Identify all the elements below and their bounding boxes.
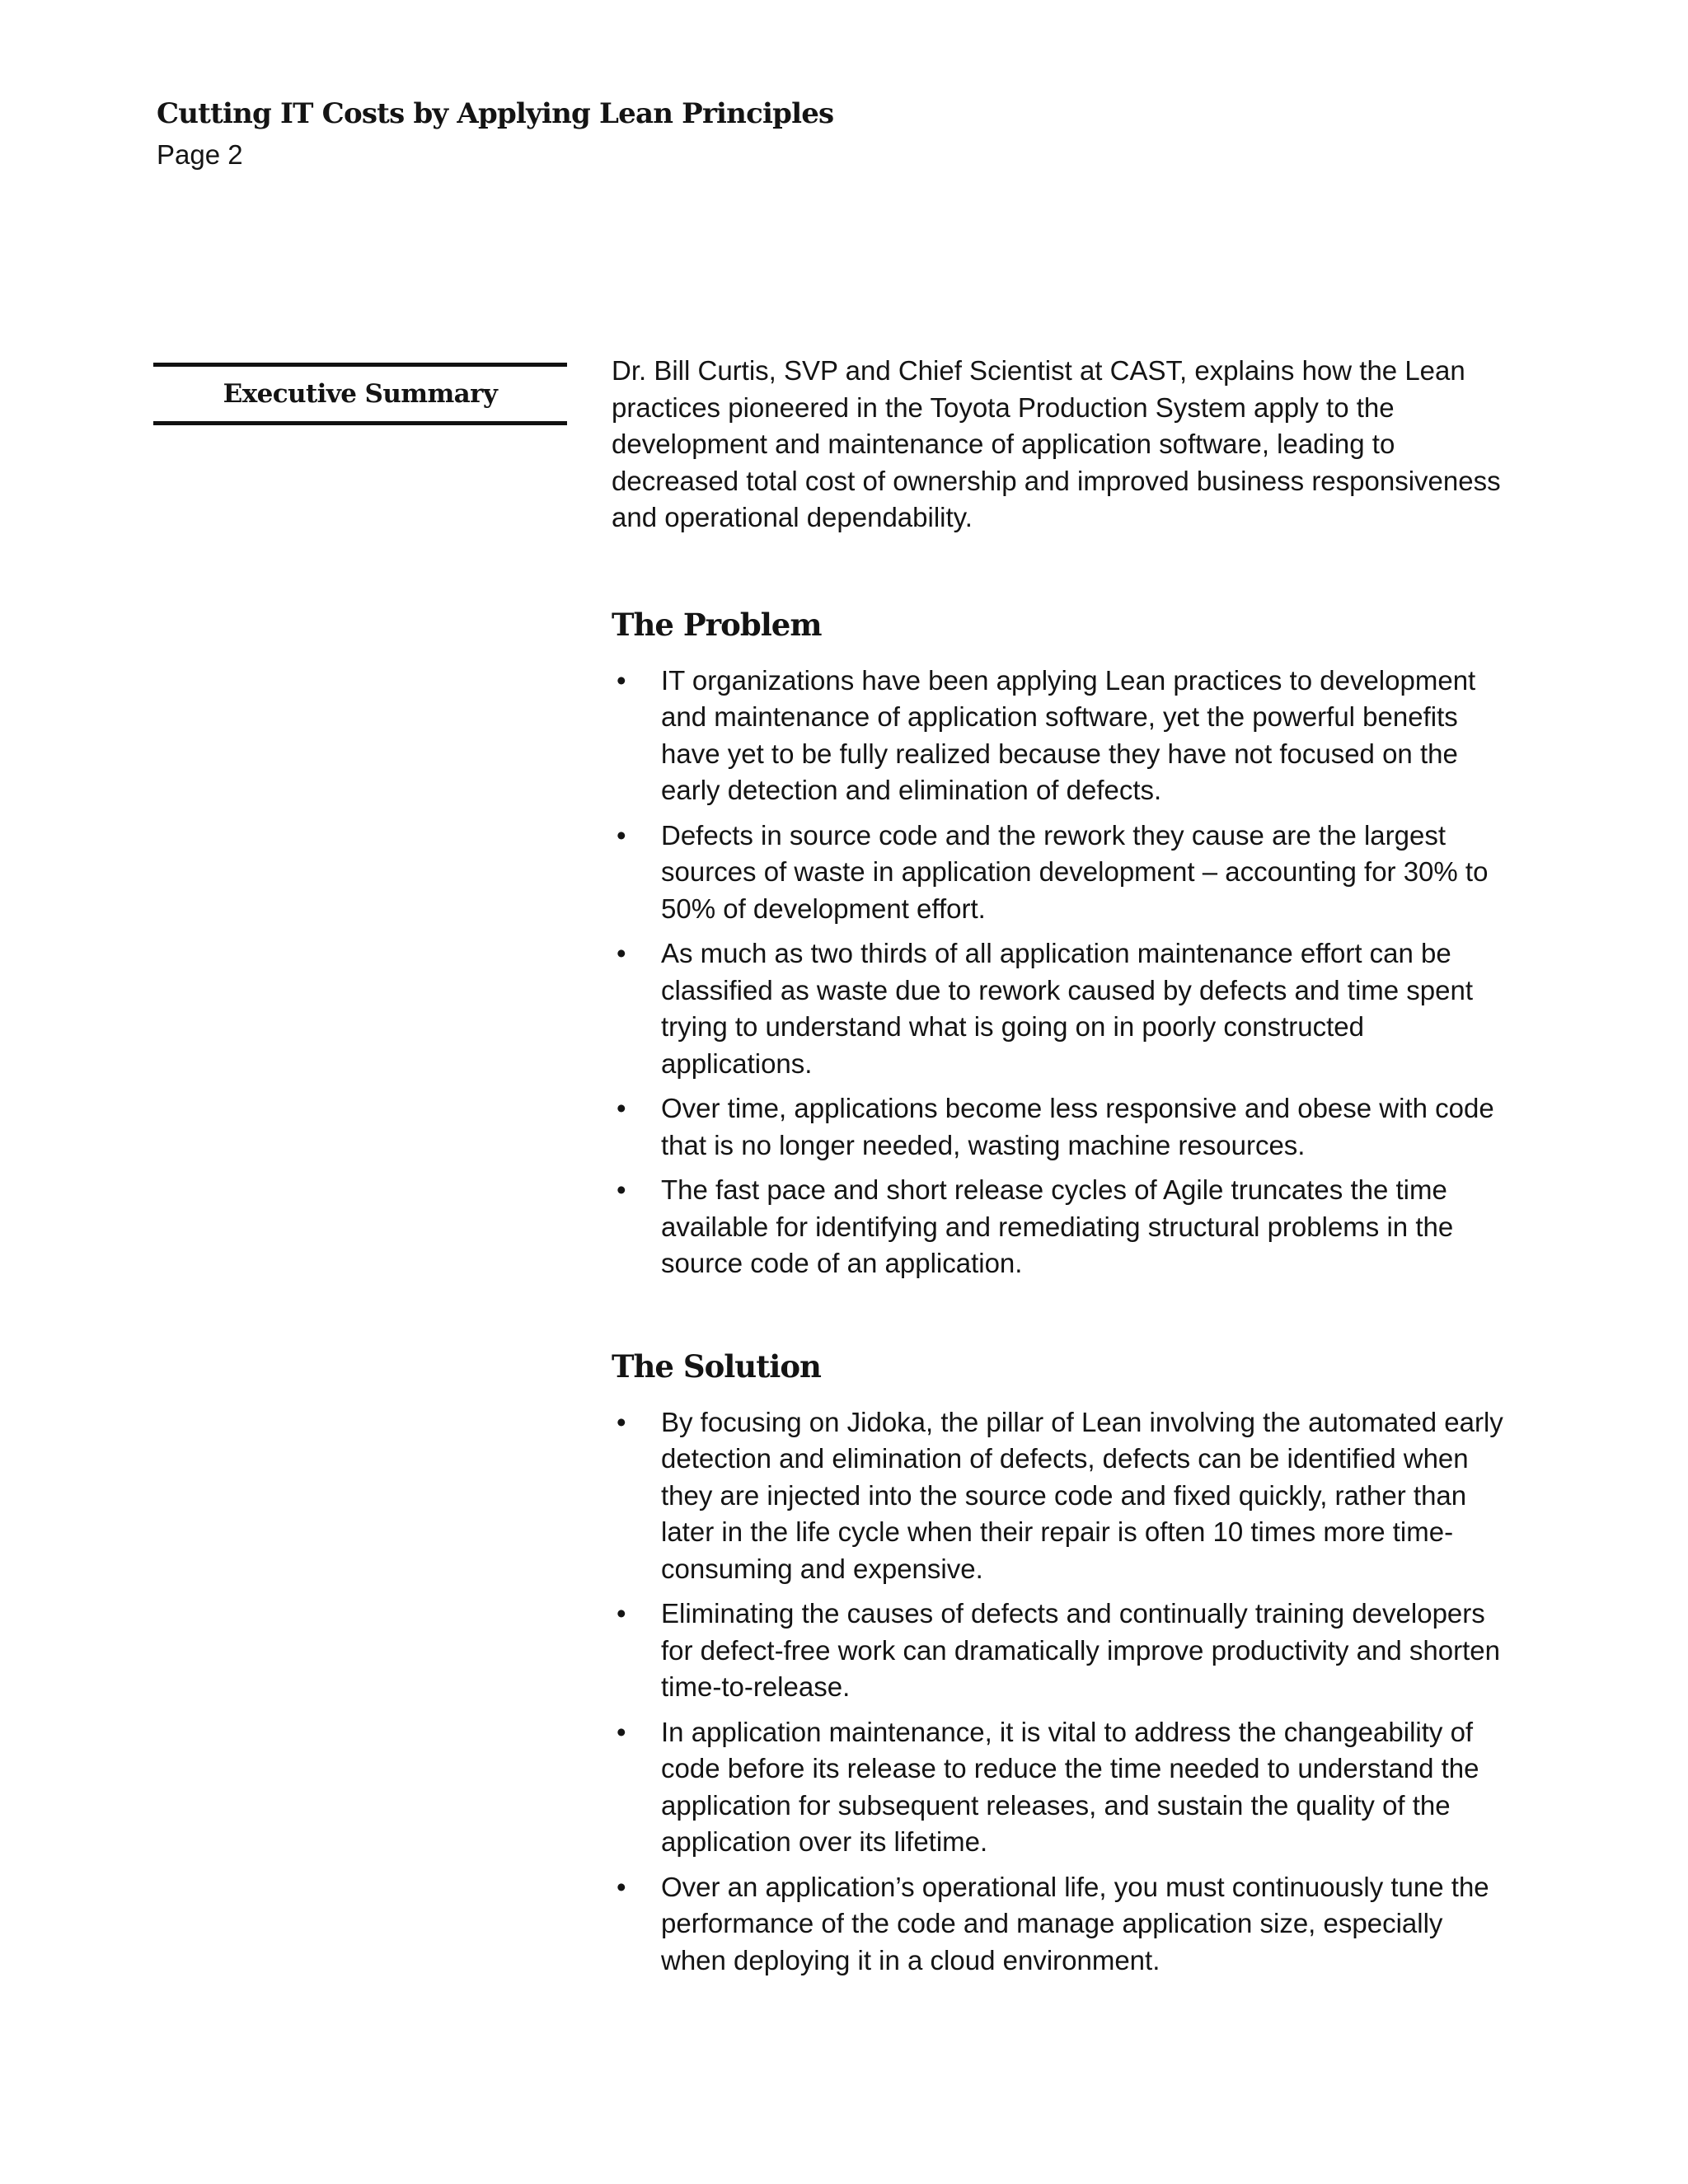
list-item <box>612 1596 1510 1706</box>
bullet-icon: • <box>617 664 626 696</box>
list-item <box>612 1172 1510 1282</box>
main-content <box>612 353 1510 1987</box>
list-item <box>612 663 1510 809</box>
list-item-text: Eliminating the causes of defects and continually training developers for defect-free work can dramatically improve productivity and shorten time-to-release. <box>661 1598 1500 1702</box>
list-item-text: Over time, applications become less responsive and obese with code that is no longer needed, wasting machine resources. <box>661 1093 1494 1160</box>
bullet-icon: • <box>617 1093 626 1123</box>
list-item <box>612 1869 1510 1980</box>
bullet-icon: • <box>617 938 626 968</box>
list-item <box>612 1714 1510 1861</box>
bullet-icon: • <box>617 1406 626 1437</box>
problem-heading: The Problem <box>612 606 822 643</box>
bullet-icon: • <box>617 819 626 851</box>
list-item <box>612 1090 1510 1164</box>
list-item-text: IT organizations have been applying Lean practices to development and maintenance of application software, yet the powerful benefits have yet to be fully realized because they have not focused on the early detection and elimination of defects. <box>661 664 1476 805</box>
list-item-text: In application maintenance, it is vital to address the changeability of code before its release to reduce the time needed to understand the application for subsequent releases, and sustain the quality of the application over its lifetime. <box>661 1716 1479 1857</box>
solution-heading: The Solution <box>612 1347 821 1385</box>
executive-summary-sidebar <box>153 363 567 425</box>
list-item-text: Defects in source code and the rework they cause are the largest sources of waste in application development – accounting for 30% to 50% of development effort. <box>661 819 1489 924</box>
list-item-text: As much as two thirds of all application maintenance effort can be classified as waste due to rework caused by defects and time spent trying to understand what is going on in poorly constructed applications. <box>661 938 1474 1079</box>
running-title: Cutting IT Costs by Applying Lean Principles <box>157 97 834 130</box>
list-item <box>612 935 1510 1082</box>
bullet-icon: • <box>617 1871 626 1902</box>
list-item <box>612 818 1510 928</box>
problem-list <box>612 663 1510 1282</box>
bullet-icon: • <box>617 1598 626 1629</box>
page-number: Page 2 <box>157 139 243 170</box>
list-item-text: By focusing on Jidoka, the pillar of Lean involving the automated early detection and elimination of defects, defects can be identified when they are injected into the source code and fixed quickly, rather than later in the life cycle when their repair is often 10 times more time-consuming and expensive. <box>661 1406 1503 1584</box>
bullet-icon: • <box>617 1174 626 1205</box>
solution-list <box>612 1404 1510 1980</box>
executive-summary-label: Executive Summary <box>223 379 498 409</box>
bullet-icon: • <box>617 1716 626 1747</box>
intro-paragraph: Dr. Bill Curtis, SVP and Chief Scientist at CAST, explains how the Lean practices pioneered in the Toyota Production System apply to the development and maintenance of application software, leading to decreased total cost of ownership and improved business responsiveness and operational dependability. <box>612 355 1501 532</box>
list-item-text: Over an application’s operational life, you must continuously tune the performance of the code and manage application size, especially when deploying it in a cloud environment. <box>661 1871 1489 1975</box>
list-item <box>612 1404 1510 1588</box>
list-item-text: The fast pace and short release cycles of Agile truncates the time available for identifying and remediating structural problems in the source code of an application. <box>661 1174 1454 1278</box>
